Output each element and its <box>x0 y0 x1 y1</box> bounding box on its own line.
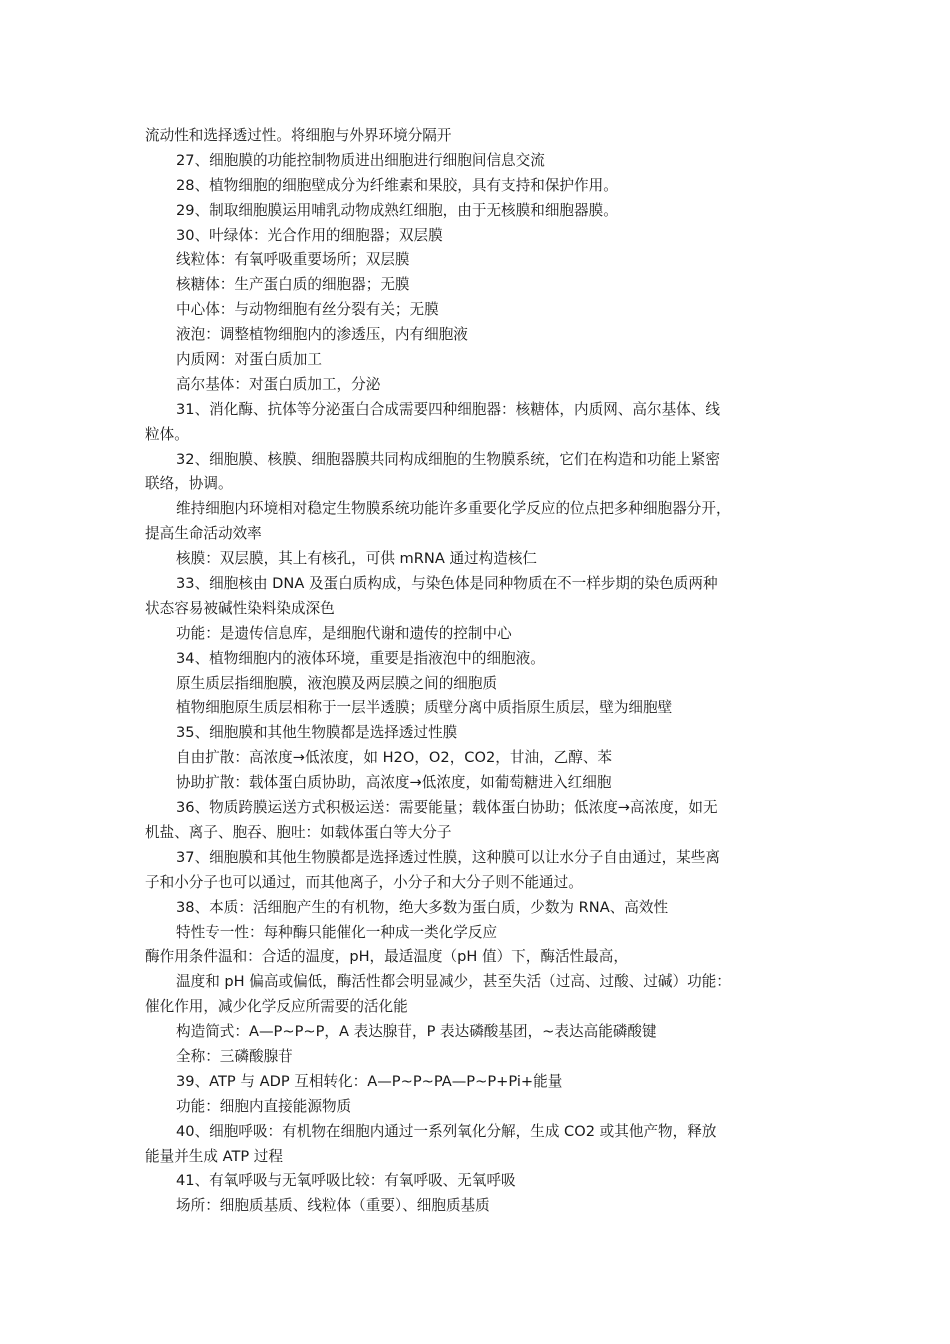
text-line: 28、植物细胞的细胞壁成分为纤维素和果胶，具有支持和保护作用。 <box>176 176 618 194</box>
text-line: 35、细胞膜和其他生物膜都是选择透过性膜 <box>176 724 458 742</box>
text-line: 自由扩散：高浓度→低浓度，如 H2O，O2，CO2，甘油，乙醇、苯 <box>176 749 613 767</box>
text-line: 40、细胞呼吸：有机物在细胞内通过一系列氧化分解，生成 CO2 或其他产物，释放 <box>176 1122 717 1140</box>
text-line: 状态容易被碱性染料染成深色 <box>145 599 335 617</box>
text-line: 33、细胞核由 DNA 及蛋白质构成，与染色体是同种物质在不一样步期的染色质两种 <box>176 575 718 593</box>
text-line: 子和小分子也可以通过，而其他离子，小分子和大分子则不能通过。 <box>145 873 583 891</box>
text-line: 线粒体：有氧呼吸重要场所；双层膜 <box>176 251 410 269</box>
text-line: 核糖体：生产蛋白质的细胞器；无膜 <box>176 276 410 294</box>
text-line: 功能：细胞内直接能源物质 <box>176 1097 352 1115</box>
document-page <box>145 124 807 1219</box>
text-line: 37、细胞膜和其他生物膜都是选择透过性膜，这种膜可以让水分子自由通过，某些离 <box>176 848 720 866</box>
text-line: 36、物质跨膜运送方式积极运送：需要能量；载体蛋白协助；低浓度→高浓度，如无 <box>176 799 718 817</box>
text-line: 联络，协调。 <box>145 475 233 493</box>
text-line: 构造简式：A—P~P~P，A 表达腺苷，P 表达磷酸基团，~表达高能磷酸键 <box>176 1023 657 1041</box>
text-line: 温度和 pH 偏高或偏低，酶活性都会明显减少，甚至失活（过高、过酸、过碱）功能： <box>176 973 731 991</box>
text-line: 功能：是遗传信息库，是细胞代谢和遗传的控制中心 <box>176 624 512 642</box>
text-line: 32、细胞膜、核膜、细胞器膜共同构成细胞的生物膜系统，它们在构造和功能上紧密 <box>176 450 720 468</box>
text-line: 原生质层指细胞膜，液泡膜及两层膜之间的细胞质 <box>176 674 498 692</box>
text-line: 机盐、离子、胞吞、胞吐：如载体蛋白等大分子 <box>145 823 452 841</box>
text-line: 能量并生成 ATP 过程 <box>145 1147 283 1165</box>
text-line: 中心体：与动物细胞有丝分裂有关；无膜 <box>176 301 439 319</box>
text-line: 维持细胞内环境相对稳定生物膜系统功能许多重要化学反应的位点把多种细胞器分开， <box>176 500 731 518</box>
text-line: 场所：细胞质基质、线粒体（重要）、细胞质基质 <box>176 1197 490 1215</box>
text-line: 34、植物细胞内的液体环境，重要是指液泡中的细胞液。 <box>176 649 545 667</box>
text-line: 31、消化酶、抗体等分泌蛋白合成需要四种细胞器：核糖体，内质网、高尔基体、线 <box>176 400 720 418</box>
text-line: 高尔基体：对蛋白质加工，分泌 <box>176 375 381 393</box>
text-line: 38、本质：活细胞产生的有机物，绝大多数为蛋白质，少数为 RNA、高效性 <box>176 898 669 916</box>
text-line: 催化作用，减少化学反应所需要的活化能 <box>145 998 408 1016</box>
text-line: 核膜：双层膜，其上有核孔，可供 mRNA 通过构造核仁 <box>176 550 538 568</box>
text-line: 协助扩散：载体蛋白质协助，高浓度→低浓度，如葡萄糖进入红细胞 <box>176 774 612 792</box>
text-line: 39、ATP 与 ADP 互相转化：A—P~P~PA—P~P+Pi+能量 <box>176 1072 563 1090</box>
text-line: 酶作用条件温和：合适的温度，pH，最适温度（pH 值）下，酶活性最高， <box>145 948 628 966</box>
text-line: 流动性和选择透过性。将细胞与外界环境分隔开 <box>145 127 452 144</box>
text-line: 内质网：对蛋白质加工 <box>176 351 322 369</box>
text-line: 植物细胞原生质层相称于一层半透膜；质壁分离中质指原生质层，壁为细胞壁 <box>176 699 673 717</box>
text-line: 27、细胞膜的功能控制物质进出细胞进行细胞间信息交流 <box>176 151 545 169</box>
text-line: 特性专一性：每种酶只能催化一种成一类化学反应 <box>176 923 498 941</box>
text-line: 29、制取细胞膜运用哺乳动物成熟红细胞，由于无核膜和细胞器膜。 <box>176 201 618 219</box>
text-line: 全称：三磷酸腺苷 <box>176 1047 293 1065</box>
text-line: 粒体。 <box>145 425 189 443</box>
text-line: 41、有氧呼吸与无氧呼吸比较：有氧呼吸、无氧呼吸 <box>176 1172 516 1190</box>
text-line: 30、叶绿体：光合作用的细胞器；双层膜 <box>176 226 443 244</box>
text-line: 提高生命活动效率 <box>145 525 262 543</box>
text-line: 液泡：调整植物细胞内的渗透压，内有细胞液 <box>176 326 468 344</box>
